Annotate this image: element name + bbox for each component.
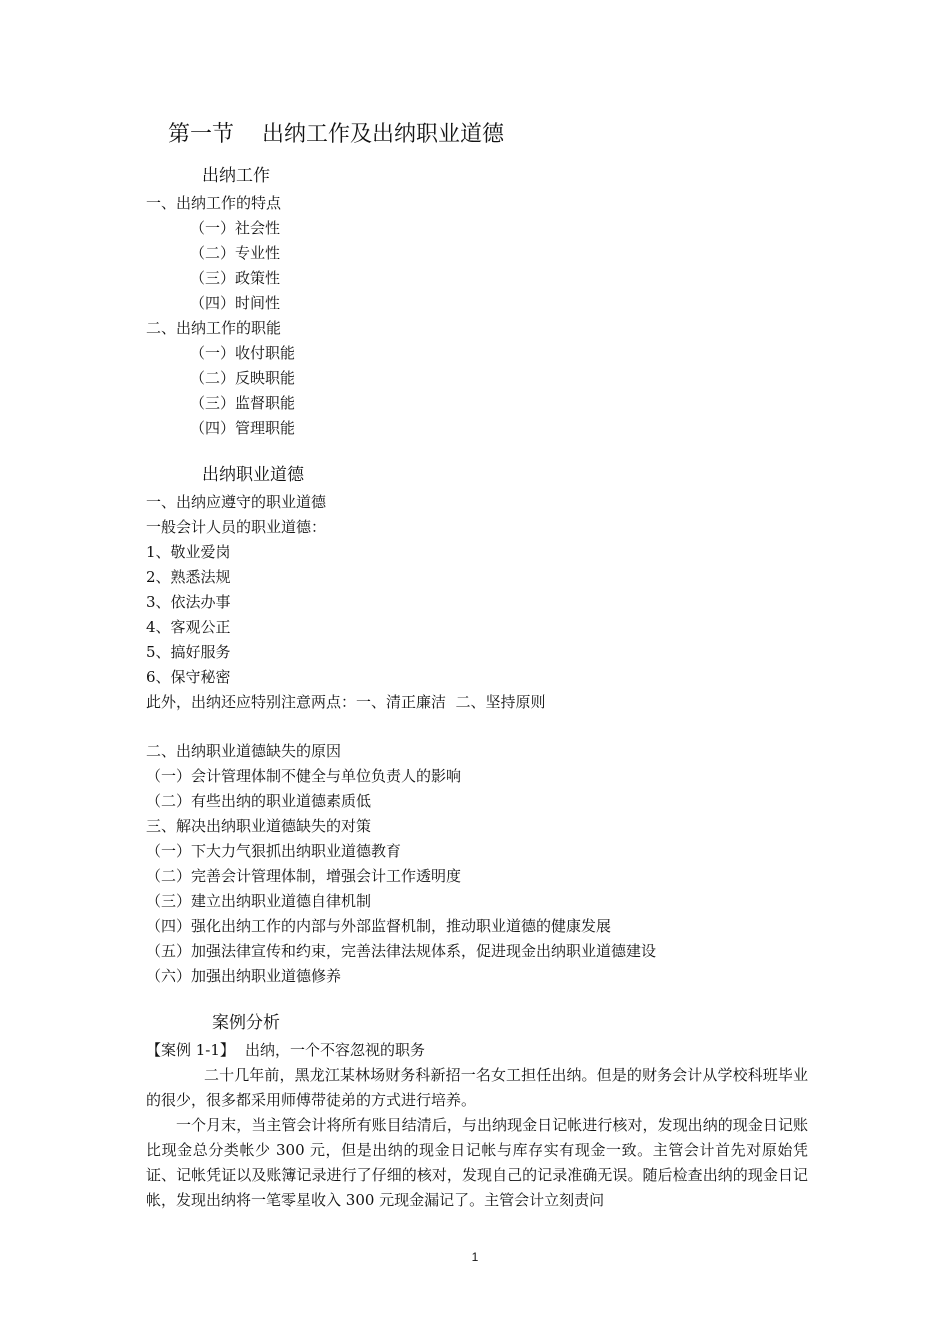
case-header [146, 1040, 425, 1060]
ethics-item: 4、客观公正 [146, 618, 231, 636]
feature-item: （一）社会性 [190, 219, 281, 237]
feature-item: （四）时间性 [190, 294, 281, 312]
case-paragraph: 二十几年前，黑龙江某林场财务科新招一名女工担任出纳。但是的财务会计从学校科班毕业的很少，很多都采用师傅带徒弟的方式进行培养。 [146, 1066, 808, 1109]
ethics-item: 2、熟悉法规 [146, 568, 231, 586]
page-title: 第一节 出纳工作及出纳职业道德 [168, 122, 504, 147]
feature-item: （三）政策性 [190, 269, 281, 287]
measure-item: （三）建立出纳职业道德自律机制 [146, 892, 372, 910]
measure-item: （六）加强出纳职业道德修养 [146, 967, 342, 985]
case-title: 出纳，一个不容忽视的职务 [244, 1041, 425, 1059]
ethics-item: 3、依法办事 [146, 593, 231, 611]
section-heading-ethics: 出纳职业道德 [202, 465, 304, 485]
feature-item: （二）专业性 [190, 244, 281, 262]
cause-item: （二）有些出纳的职业道德素质低 [146, 792, 372, 810]
function-item: （四）管理职能 [190, 419, 296, 437]
ethics-item: 1、敬业爱岗 [146, 543, 231, 561]
cause-item: （一）会计管理体制不健全与单位负责人的影响 [146, 767, 462, 785]
point-title-features: 一、出纳工作的特点 [146, 194, 282, 212]
ethics-part2-title: 二、出纳职业道德缺失的原因 [146, 742, 342, 760]
ethics-general-intro: 一般会计人员的职业道德： [146, 518, 327, 536]
case-label: 【案例 1-1】 [146, 1041, 235, 1059]
section-heading-cashier-work: 出纳工作 [202, 166, 270, 186]
ethics-extra-note: 此外，出纳还应特别注意两点：一、清正廉洁 二、坚持原则 [146, 693, 546, 711]
ethics-item: 5、搞好服务 [146, 643, 231, 661]
point-title-functions: 二、出纳工作的职能 [146, 319, 282, 337]
function-item: （一）收付职能 [190, 344, 296, 362]
measure-item: （一）下大力气狠抓出纳职业道德教育 [146, 842, 402, 860]
function-item: （三）监督职能 [190, 394, 296, 412]
measure-item: （五）加强法律宣传和约束，完善法律法规体系，促进现金出纳职业道德建设 [146, 942, 657, 960]
ethics-part3-title: 三、解决出纳职业道德缺失的对策 [146, 817, 372, 835]
function-item: （二）反映职能 [190, 369, 296, 387]
page-number: 1 [471, 1250, 479, 1264]
ethics-item: 6、保守秘密 [146, 668, 231, 686]
section-heading-case-analysis: 案例分析 [212, 1013, 280, 1033]
ethics-part1-title: 一、出纳应遵守的职业道德 [146, 493, 327, 511]
measure-item: （四）强化出纳工作的内部与外部监督机制，推动职业道德的健康发展 [146, 917, 612, 935]
case-paragraph: 一个月末，当主管会计将所有账目结清后，与出纳现金日记帐进行核对，发现出纳的现金日记账比现金总分类帐少 300 元，但是出纳的现金日记帐与库存实有现金一致。主管会计首先对原始凭证、记帐凭证以及账簿记录进行了仔细的核对，发现自己的记录准确无误。随后检查出纳的现金日记帐，发现出纳将一笔零星收入 300 元现金漏记了。主管会计立刻责问 [146, 1116, 808, 1209]
measure-item: （二）完善会计管理体制，增强会计工作透明度 [146, 867, 462, 885]
